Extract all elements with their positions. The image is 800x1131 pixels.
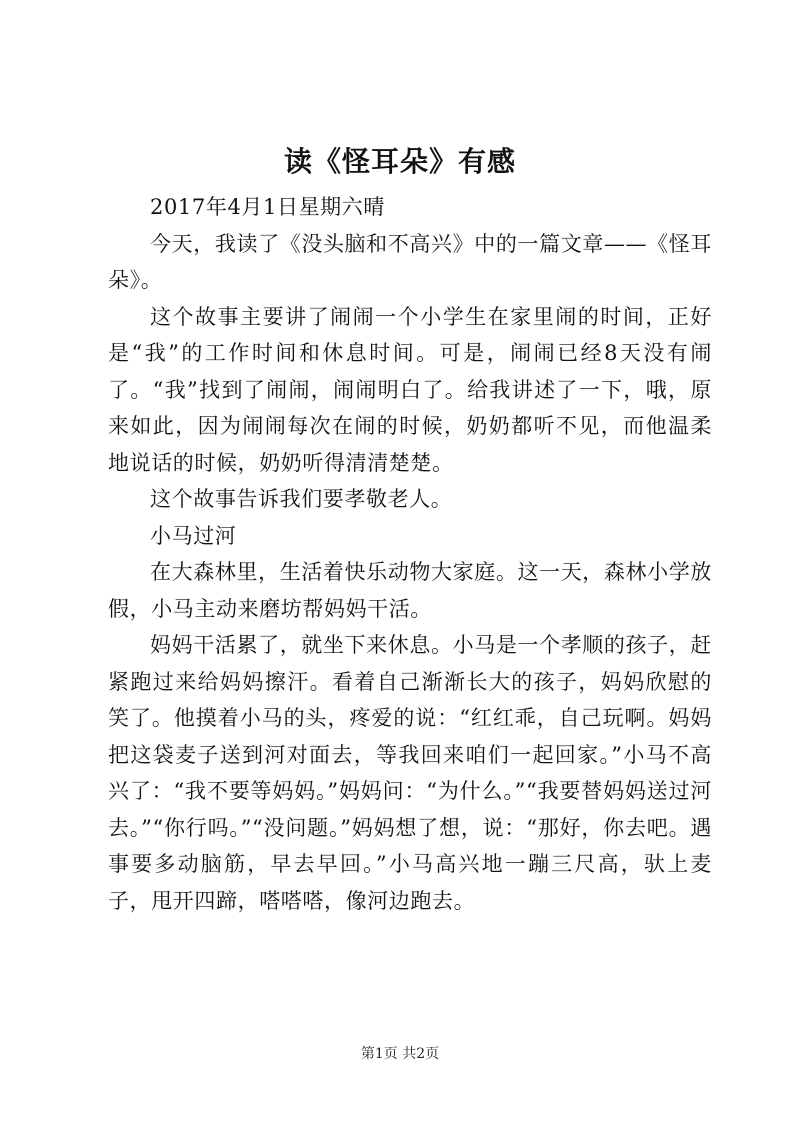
paragraph-date: 2017年4月1日星期六晴 [150, 195, 385, 219]
paragraph-intro: 今天，我读了《没头脑和不高兴》中的一篇文章——《怪耳朵》。 [108, 231, 712, 292]
paragraph-summary: 这个故事主要讲了闹闹一个小学生在家里闹的时间，正好是“我”的工作时间和休息时间。可是，闹闹已经8天没有闹了。“我”找到了闹闹，闹闹明白了。给我讲述了一下，哦，原来如此，因为闹闹每次在闹的时候，奶奶都听不见，而他温柔地说话的时候，奶奶听得清清楚楚。 [108, 304, 712, 475]
paragraph-story-main: 妈妈干活累了，就坐下来休息。小马是一个孝顺的孩子，赶紧跑过来给妈妈擦汗。看着自己渐渐长大的孩子，妈妈欣慰的笑了。他摸着小马的头，疼爱的说：“红红乖，自己玩啊。妈妈把这袋麦子送到河对面去，等我回来咱们一起回家。”小马不高兴了：“我不要等妈妈。”妈妈问：“为什么。”“我要替妈妈送过河去。”“你行吗。”“没问题。”妈妈想了想，说：“那好，你去吧。遇事要多动脑筋，早去早回。”小马高兴地一蹦三尺高，驮上麦子，甩开四蹄，嗒嗒嗒，像河边跑去。 [108, 633, 712, 913]
paragraph-moral: 这个故事告诉我们要孝敬老人。 [150, 487, 453, 511]
document-title: 读《怪耳朵》有感 [283, 145, 516, 178]
paragraph-story-heading: 小马过河 [150, 523, 237, 548]
paragraph-story-opening: 在大森林里，生活着快乐动物大家庭。这一天，森林小学放假，小马主动来磨坊帮妈妈干活。 [108, 560, 712, 621]
document-body [108, 189, 712, 919]
page-footer: 第1页 共2页 [360, 1046, 440, 1062]
